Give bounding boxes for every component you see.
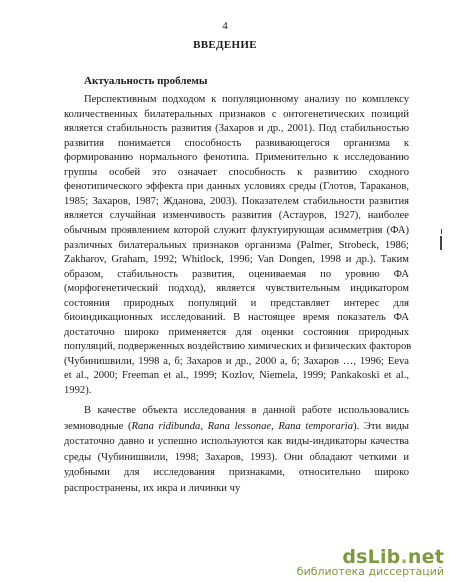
text-line: количественных билатеральных признаков с онтогенетических позиций (64, 108, 409, 120)
text-line: фенотипического эффекта при данных условиях среды (Глотов, Тараканов, (64, 181, 409, 193)
text-line: Zakharov, Graham, 1992; Whitlock, 1996; Van Dongen, 1998 и др.). Таким (64, 254, 409, 266)
text-line: биоиндикационных исследований. В настоящее время показатель ФА (64, 312, 409, 324)
text-line: et al., 2000; Freeman et al., 1999; Kozlov, Niemela, 1999; Pankakoski et al., (64, 370, 409, 382)
text-line: различных билатеральных признаков организма (Palmer, Strobeck, 1986; (64, 239, 409, 251)
text-line: распространены, их икра и личинки чу (64, 483, 241, 494)
page-number: 4 (222, 20, 228, 32)
margin-tick (441, 229, 442, 234)
text-line: В качестве объекта исследования в данной работе использовались (84, 405, 409, 416)
text-line: формированию нормального фенотипа. Применительно к исследованию (64, 152, 409, 164)
text-line: достаточно широко применяется для оценки состояния природных (64, 326, 409, 338)
watermark-tagline: библиотека диссертаций (296, 565, 444, 578)
text-line: среды (Чубинишвили, 1998; Захаров, 1993). Они обладают четкими и (64, 451, 409, 463)
margin-mark (440, 236, 442, 250)
text-line: (Чубинишвили, 1998 а, б; Захаров и др., 2000 а, б; Захаров …, 1996; Eeva (64, 355, 409, 367)
text-line: (морфогенетический подход), является чувствительным индикатором (64, 283, 409, 295)
subsection-heading: Актуальность проблемы (84, 75, 208, 87)
text-line: состояния природных популяций и представляет интерес для (64, 297, 409, 309)
text-line: развития понимается способность развивающегося организма к (64, 137, 409, 149)
text-line: 1985; Захаров, 1987; Жданова, 2003). Показателем стабильности развития (64, 195, 409, 207)
watermark (297, 546, 444, 578)
text-line: 1992). (64, 385, 92, 396)
text-line: является случайная изменчивость развития (Астауров, 1927), наиболее (64, 210, 409, 222)
text-line: популяций, подверженных воздействию химических и физических факторов (64, 341, 412, 353)
text-line: достаточно давно и успешно используются как виды-индикаторы качества (64, 436, 409, 448)
text-line: Перспективным подходом к популяционному анализу по комплексу (84, 94, 409, 105)
text-line: земноводные (Rana ridibunda, Rana lessonae, Rana temporaria). Эти виды (64, 420, 409, 432)
text-line: является стабильность развития (Захаров и др., 2001). Под стабильностью (64, 123, 409, 135)
section-heading: ВВЕДЕНИЕ (193, 39, 257, 51)
text-line: обычным проявлением которой служит флуктуирующая асимметрия (ФА) (64, 224, 409, 236)
text-line: удобными для исследования признаками, относительно широко (64, 467, 409, 479)
watermark-logo: dsLib.net (342, 546, 444, 568)
text-line: группы особей это означает способность к развитию сходного (64, 166, 409, 178)
text-line: образом, стабильность развития, оцениваемая по уровню ФА (64, 268, 409, 280)
